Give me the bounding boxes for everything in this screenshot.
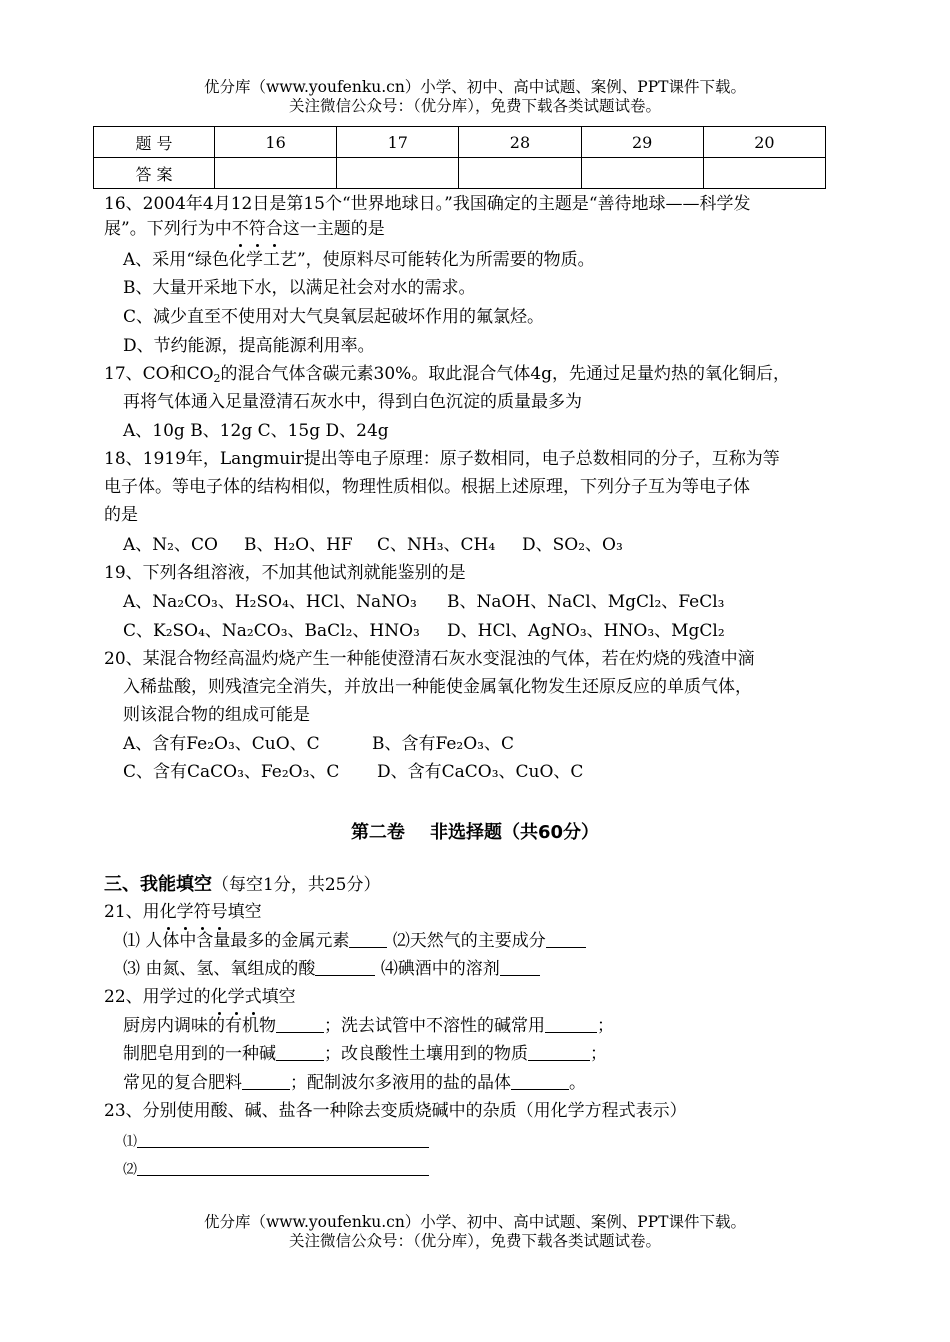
- emphasis-char: 化: [210, 987, 228, 1007]
- question-number-cell: 29: [581, 127, 703, 158]
- emphasis-char: 化: [159, 902, 177, 922]
- footer-line-1: 优分库（www.youfenku.cn）小学、初中、高中试题、案例、PPT课件下载。: [203, 1213, 747, 1231]
- q20-option-c: C、含有CaCO₃、Fe₂O₃、C: [123, 762, 340, 782]
- section-3-title: 三、我能填空: [104, 874, 212, 895]
- q19-line-1: 19、下列各组溶液，不加其他试剂就能鉴别的是: [104, 563, 466, 583]
- answer-blank[interactable]: [528, 1044, 590, 1061]
- question-number-label: 题 号: [94, 127, 215, 158]
- answer-cell[interactable]: [459, 158, 581, 189]
- answer-cell[interactable]: [703, 158, 825, 189]
- q18-line-1: 18、1919年，Langmuir提出等电子原理：原子数相同，电子总数相同的分子，互称为等: [104, 449, 780, 469]
- emphasis-char: 合: [265, 219, 283, 239]
- header: [0, 78, 950, 116]
- part-two-title: 第二卷 非选择题（共60分）: [350, 822, 600, 843]
- q22-prompt-c1: 常见的复合肥料: [123, 1073, 242, 1093]
- subscript: 2: [213, 372, 221, 385]
- emphasis-char: 学: [227, 987, 245, 1007]
- emphasis-char: 号: [210, 902, 228, 922]
- q16-line-1: 16、2004年4月12日是第15个“世界地球日。”我国确定的主题是“善待地球——科学发: [104, 194, 751, 214]
- question-number-cell: 17: [337, 127, 459, 158]
- answer-blank[interactable]: [349, 931, 387, 948]
- q18-line-2: 电子体。等电子体的结构相似，物理性质相似。根据上述原理，下列分子互为等电子体: [104, 477, 750, 497]
- q17-line-1: [104, 363, 790, 385]
- q19-option-b: B、NaOH、NaCl、MgCl₂、FeCl₃: [447, 592, 725, 612]
- q17-text-b: 的混合气体含碳元素30%。取此混合气体4g，先通过足量灼热的氧化铜后，: [220, 364, 791, 384]
- question-number-cell: 16: [215, 127, 337, 158]
- q21-text-a: 21、用: [104, 902, 160, 922]
- emphasis-char: 学: [176, 902, 194, 922]
- answer-cell[interactable]: [215, 158, 337, 189]
- q16-text-b: 这一主题的是: [282, 219, 385, 239]
- q21-line-2: [123, 930, 586, 952]
- q22-line-1: [104, 986, 296, 1008]
- q22-line-3: [123, 1043, 607, 1065]
- q22-prompt-a1: 厨房内调味的有机物: [123, 1016, 276, 1036]
- q16-option-b: B、大量开采地下水，以满足社会对水的需求。: [123, 278, 476, 298]
- q21-prompt-4: ⑷碘酒中的溶剂: [380, 959, 500, 979]
- q21-line-3: [123, 958, 540, 980]
- q17-line-2: 再将气体通入足量澄清石灰水中，得到白色沉淀的质量最多为: [123, 392, 582, 412]
- answer-blank[interactable]: [511, 1073, 569, 1090]
- q20-option-b: B、含有Fe₂O₃、C: [372, 734, 514, 754]
- answer-label: 答 案: [94, 158, 215, 189]
- semicolon: ；: [590, 1044, 607, 1064]
- answer-table-number-row: [94, 127, 826, 158]
- q20-line-1: 20、某混合物经高温灼烧产生一种能使澄清石灰水变混浊的气体，若在灼烧的残渣中滴: [104, 649, 755, 669]
- q16-option-a: A、采用“绿色化学工艺”，使原料尽可能转化为所需要的物质。: [123, 250, 595, 270]
- q16-option-c: C、减少直至不使用对大气臭氧层起破坏作用的氟氯烃。: [123, 307, 545, 327]
- q21-prompt-2: ⑵天然气的主要成分: [392, 931, 546, 951]
- q22-prompt-b1: 制肥皂用到的一种碱: [123, 1044, 276, 1064]
- emphasis-char: 符: [248, 219, 266, 239]
- emphasis-char: 不: [231, 219, 249, 239]
- answer-table-answer-row: [94, 158, 826, 189]
- section-3-note: （每空1分，共25分）: [212, 875, 381, 895]
- q18-option-b: B、H₂O、HF: [244, 535, 353, 555]
- q22-text-a: 22、用学过的: [104, 987, 211, 1007]
- q21-line-1: [104, 901, 262, 923]
- answer-cell[interactable]: [337, 158, 459, 189]
- q22-prompt-b2: ；改良酸性土壤用到的物质: [324, 1044, 528, 1064]
- q23-label-1: ⑴: [123, 1134, 137, 1150]
- q18-option-c: C、NH₃、CH₄: [377, 535, 496, 555]
- q22-prompt-a2: ；洗去试管中不溶性的碱常用: [324, 1016, 545, 1036]
- question-number-cell: 28: [459, 127, 581, 158]
- header-line-2: 关注微信公众号：（优分库），免费下载各类试题试卷。: [288, 97, 661, 115]
- q23-answer-2: [123, 1158, 429, 1181]
- answer-blank[interactable]: [137, 1131, 429, 1148]
- q20-line-3: 则该混合物的组成可能是: [123, 705, 310, 725]
- q21-prompt-3: ⑶ 由氮、氢、氧组成的酸: [123, 959, 316, 979]
- q23-line-1: 23、分别使用酸、碱、盐各一种除去变质烧碱中的杂质（用化学方程式表示）: [104, 1101, 687, 1121]
- emphasis-char: 符: [193, 902, 211, 922]
- answer-blank[interactable]: [500, 959, 540, 976]
- q22-line-4: [123, 1072, 586, 1094]
- period: 。: [569, 1073, 586, 1093]
- q21-prompt-1: ⑴ 人体中含量最多的金属元素: [123, 931, 350, 951]
- q22-text-b: 填空: [261, 987, 296, 1007]
- q18-option-d: D、SO₂、O₃: [522, 535, 623, 555]
- semicolon: ；: [597, 1016, 614, 1036]
- answer-blank[interactable]: [276, 1016, 324, 1033]
- q16-line-2: [104, 218, 385, 240]
- q16-option-d: D、节约能源，提高能源利用率。: [123, 336, 375, 356]
- answer-blank[interactable]: [137, 1159, 429, 1176]
- footer: [0, 1213, 950, 1251]
- q22-prompt-c2: ；配制波尔多液用的盐的晶体: [290, 1073, 511, 1093]
- q23-label-2: ⑵: [123, 1162, 137, 1178]
- question-number-cell: 20: [703, 127, 825, 158]
- q16-text-a: 展”。下列行为中: [104, 219, 232, 239]
- q21-text-b: 填空: [227, 902, 262, 922]
- q19-option-d: D、HCl、AgNO₃、HNO₃、MgCl₂: [447, 621, 725, 641]
- q20-option-d: D、含有CaCO₃、CuO、C: [377, 762, 584, 782]
- q19-option-a: A、Na₂CO₃、H₂SO₄、HCl、NaNO₃: [123, 592, 417, 612]
- q22-line-2: [123, 1015, 614, 1037]
- answer-blank[interactable]: [546, 931, 586, 948]
- q23-answer-1: [123, 1130, 429, 1153]
- answer-blank[interactable]: [276, 1044, 324, 1061]
- q18-option-a: A、N₂、CO: [123, 535, 218, 555]
- q19-option-c: C、K₂SO₄、Na₂CO₃、BaCl₂、HNO₃: [123, 621, 420, 641]
- footer-line-2: 关注微信公众号：（优分库），免费下载各类试题试卷。: [288, 1232, 661, 1250]
- q17-text-a: 17、CO和CO: [104, 364, 214, 384]
- answer-blank[interactable]: [545, 1016, 597, 1033]
- answer-blank[interactable]: [242, 1073, 290, 1090]
- q20-option-a: A、含有Fe₂O₃、CuO、C: [123, 734, 320, 754]
- header-line-1: 优分库（www.youfenku.cn）小学、初中、高中试题、案例、PPT课件下载。: [203, 78, 747, 96]
- answer-table: [93, 126, 826, 189]
- q17-options: A、10g B、12g C、15g D、24g: [123, 421, 389, 441]
- answer-blank[interactable]: [315, 959, 375, 976]
- q20-line-2: 入稀盐酸，则残渣完全消失，并放出一种能使金属氧化物发生还原反应的单质气体，: [123, 677, 752, 697]
- q18-line-3: 的是: [104, 505, 138, 525]
- answer-cell[interactable]: [581, 158, 703, 189]
- section-3-heading: [104, 874, 380, 896]
- emphasis-char: 式: [244, 987, 262, 1007]
